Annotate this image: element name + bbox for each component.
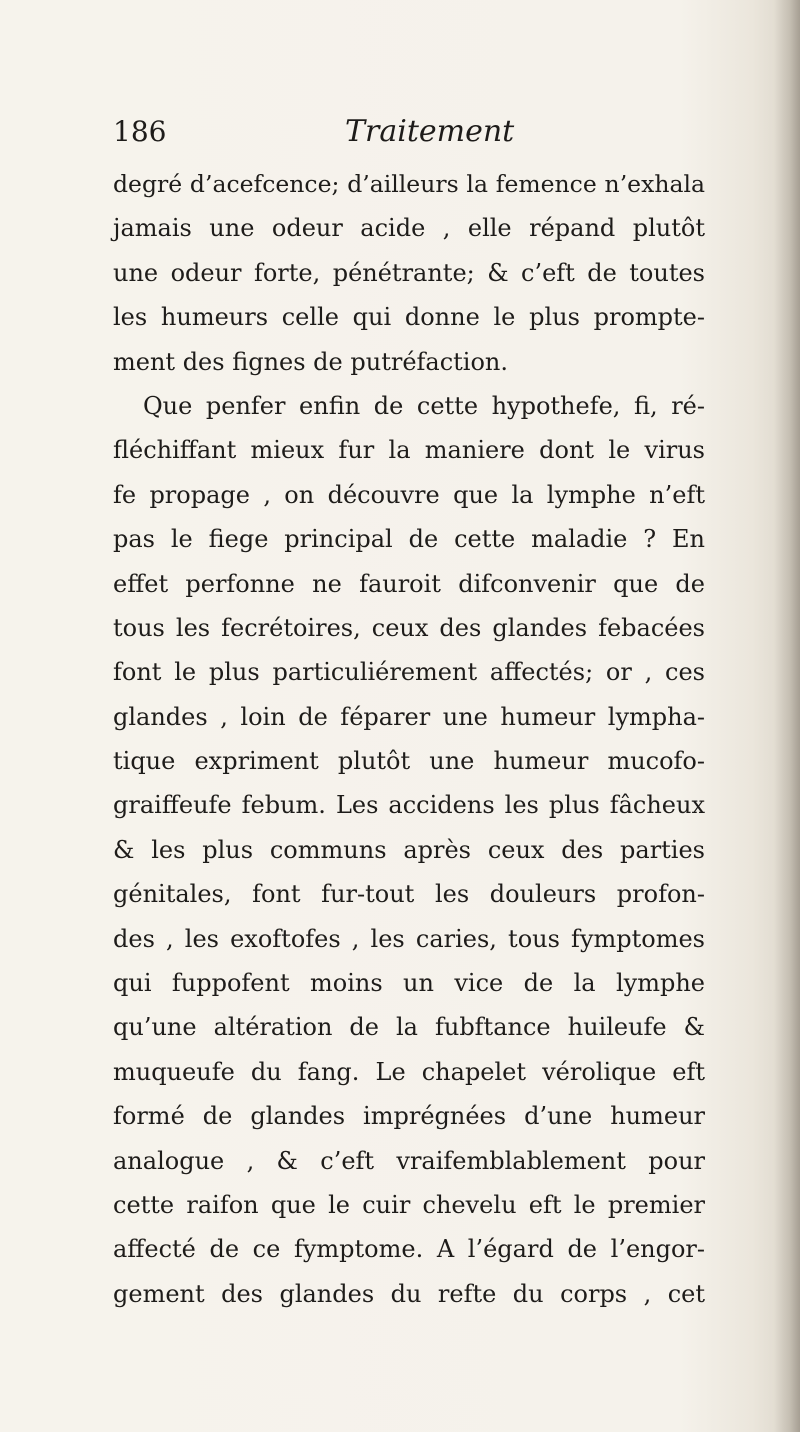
text-line: tous les fecrétoires, ceux des glandes febacées: [113, 613, 705, 642]
text-line: une odeur forte, pénétrante; & c’eft de toutes: [113, 258, 705, 287]
text-line: qu’une altération de la fubftance huileufe &: [113, 1013, 705, 1042]
text-line: les humeurs celle qui donne le plus prompte-: [113, 303, 705, 332]
text-line: des , les exoftofes , les caries, tous fymptomes: [113, 924, 705, 953]
text-line: degré d’acefcence; d’ailleurs la femence n’exhala: [113, 170, 705, 198]
text-line: Que penfer enfin de cette hypothefe, fi, ré-: [143, 391, 705, 420]
text-line: tique expriment plutôt une humeur mucofo-: [113, 747, 705, 776]
body-text: [113, 162, 705, 1316]
text-line: génitales, font fur-tout les douleurs profon-: [113, 880, 705, 909]
text-line: & les plus communs après ceux des parties: [113, 835, 705, 864]
text-line: effet perfonne ne fauroit difconvenir que de: [113, 569, 705, 598]
text-line: cette raifon que le cuir chevelu eft le premier: [113, 1190, 705, 1219]
text-line: jamais une odeur acide , elle répand plutôt: [113, 214, 705, 243]
page-number: 186: [113, 115, 167, 148]
text-line: formé de glandes imprégnées d’une humeur: [113, 1102, 705, 1131]
page-edge-shadow: [774, 0, 800, 1432]
text-line: muqueufe du fang. Le chapelet vérolique eft: [113, 1057, 705, 1086]
running-head: Traitement: [345, 114, 515, 149]
text-line: font le plus particuliérement affectés; or , ces: [113, 658, 705, 687]
text-line: ment des fignes de putréfaction.: [113, 347, 509, 376]
text-line: analogue , & c’eft vraifemblablement pour: [113, 1146, 705, 1175]
text-line: gement des glandes du refte du corps , cet: [113, 1279, 705, 1308]
text-line: graiffeufe febum. Les accidens les plus fâcheux: [113, 791, 705, 820]
text-line: affecté de ce fymptome. A l’égard de l’engor-: [113, 1235, 705, 1264]
text-line: fe propage , on découvre que la lymphe n’eft: [113, 480, 705, 509]
page-header: [113, 112, 673, 152]
text-line: pas le fiege principal de cette maladie ? En: [113, 525, 705, 554]
text-line: qui fuppofent moins un vice de la lymphe: [113, 969, 705, 998]
text-line: fléchiffant mieux fur la maniere dont le virus: [113, 436, 705, 465]
text-line: glandes , loin de féparer une humeur lympha-: [113, 702, 705, 731]
